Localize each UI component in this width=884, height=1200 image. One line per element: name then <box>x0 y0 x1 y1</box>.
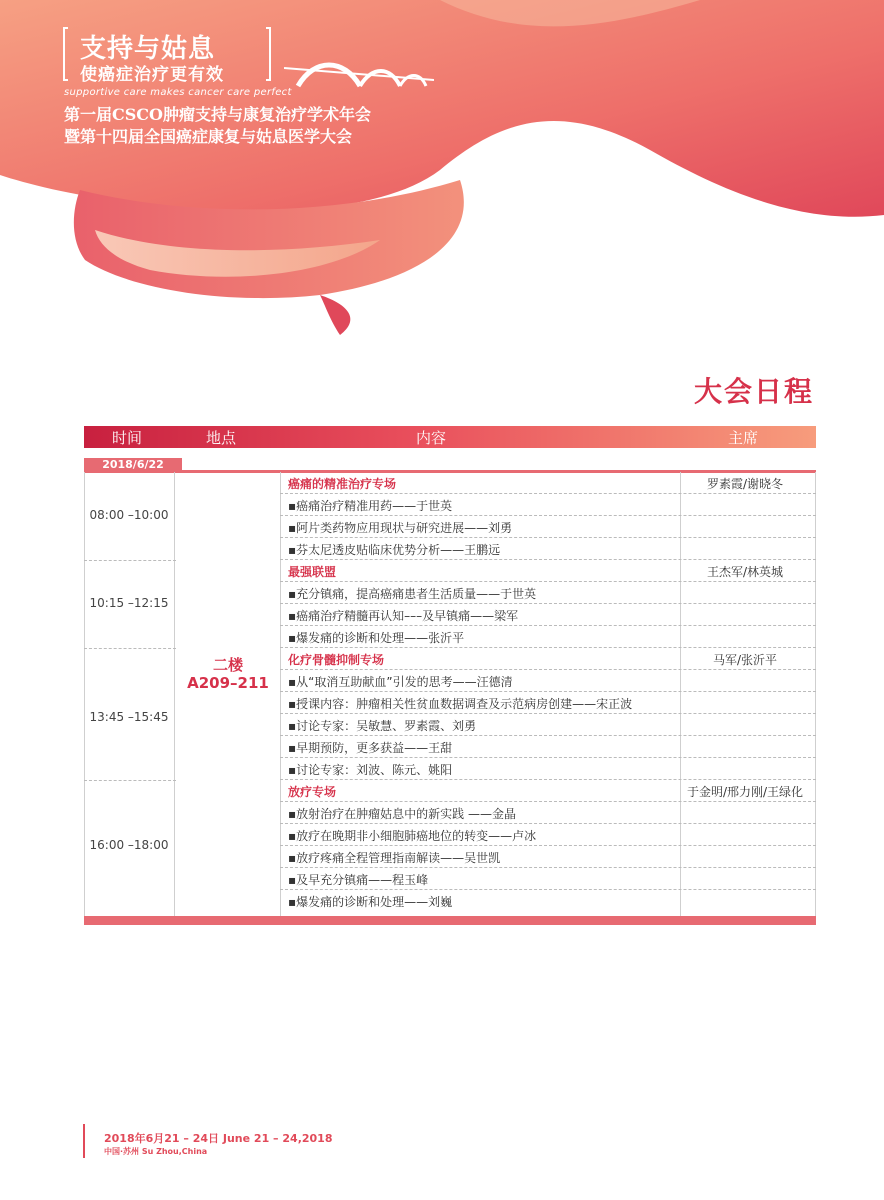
talk: ▪癌痛治疗精髓再认知–––及早镇痛——梁军 <box>288 609 519 623</box>
footer-dates: 2018年6月21 – 24日 June 21 – 24,2018 <box>104 1132 333 1145</box>
time-slot: 16:00 –18:00 <box>89 838 169 852</box>
footer-accent-line <box>83 1124 85 1158</box>
talk: ▪及早充分镇痛——程玉峰 <box>288 873 429 887</box>
time-slot: 13:45 –15:45 <box>89 710 169 724</box>
talk: ▪爆发痛的诊断和处理——张沂平 <box>288 631 465 645</box>
date-bar <box>84 458 816 472</box>
talk-row <box>280 890 816 912</box>
talk-row <box>280 582 816 604</box>
talk: ▪放疗疼痛全程管理指南解读——吴世凯 <box>288 851 501 865</box>
logo-sub: 使癌症治疗更有效 <box>80 65 224 85</box>
time-separator <box>84 560 176 561</box>
schedule-table <box>84 472 816 916</box>
talk: ▪早期预防，更多获益——王甜 <box>288 741 453 755</box>
talk-row <box>280 758 816 780</box>
talk-row <box>280 802 816 824</box>
divider-time <box>174 472 175 916</box>
talk: ▪阿片类药物应用现状与研究进展——刘勇 <box>288 521 513 535</box>
talk-row <box>280 626 816 648</box>
talk: ▪芬太尼透皮贴临床优势分析——王鹏远 <box>288 543 501 557</box>
talk-row <box>280 604 816 626</box>
col-header-content: 内容 <box>416 429 447 447</box>
session-title: 癌痛的精准治疗专场 <box>288 477 397 491</box>
footer-location: 中国·苏州 Su Zhou,China <box>104 1147 208 1156</box>
talk: ▪放疗在晚期非小细胞肺癌地位的转变——卢冰 <box>288 829 537 843</box>
session-chair: 马军/张沂平 <box>712 653 778 667</box>
talk-row <box>280 868 816 890</box>
col-header-time: 时间 <box>112 429 143 447</box>
talk: ▪爆发痛的诊断和处理——刘巍 <box>288 895 453 909</box>
session-title: 放疗专场 <box>288 785 337 799</box>
time-separator <box>84 780 176 781</box>
venue-floor: 二楼 <box>212 656 243 674</box>
session-row <box>280 472 816 494</box>
session-row <box>280 560 816 582</box>
venue-room: A209–211 <box>187 674 269 692</box>
talk: ▪讨论专家：刘波、陈元、姚阳 <box>288 763 453 777</box>
talk-row <box>280 824 816 846</box>
talk-row <box>280 494 816 516</box>
time-slot: 08:00 –10:00 <box>89 508 169 522</box>
session-chair: 于金明/邢力刚/王绿化 <box>686 785 804 799</box>
col-header-chair: 主席 <box>728 429 759 447</box>
talk-row <box>280 516 816 538</box>
col-header-venue: 地点 <box>206 429 237 447</box>
talk-row <box>280 736 816 758</box>
conference-title-line2: 暨第十四届全国癌症康复与姑息医学大会 <box>64 127 353 146</box>
talk: ▪授课内容：肿瘤相关性贫血数据调查及示范病房创建——宋正波 <box>288 697 633 711</box>
session-row <box>280 780 816 802</box>
talk: ▪放射治疗在肿瘤姑息中的新实践 ——金晶 <box>288 807 516 821</box>
conference-title-line1: 第一届CSCO肿瘤支持与康复治疗学术年会 <box>64 105 371 124</box>
time-slot: 10:15 –12:15 <box>89 596 169 610</box>
session-chair: 罗素霞/谢晓冬 <box>706 477 784 491</box>
talk-row <box>280 692 816 714</box>
table-header <box>84 426 816 448</box>
talk-row <box>280 670 816 692</box>
bridge-icon <box>284 58 434 94</box>
session-row <box>280 648 816 670</box>
table-bottom-bar <box>84 916 816 925</box>
talk-row <box>280 714 816 736</box>
talk: ▪癌痛治疗精准用药——于世英 <box>288 499 453 513</box>
talk-row <box>280 846 816 868</box>
talk: ▪讨论专家：吴敏慧、罗素霞、刘勇 <box>288 719 477 733</box>
talk: ▪充分镇痛，提高癌痛患者生活质量——于世英 <box>288 587 537 601</box>
tagline: supportive care makes cancer care perfect <box>64 87 292 98</box>
date-tab: 2018/6/22 <box>84 458 182 472</box>
time-separator <box>84 648 176 649</box>
page-title: 大会日程 <box>693 375 814 408</box>
session-chair: 王杰军/林英城 <box>706 565 784 579</box>
talk: ▪从“取消互助献血”引发的思考——汪德清 <box>288 675 513 689</box>
talk-row <box>280 538 816 560</box>
session-title: 最强联盟 <box>288 565 337 579</box>
session-title: 化疗骨髓抑制专场 <box>288 653 385 667</box>
logo-main: 支持与姑息 <box>80 34 216 64</box>
